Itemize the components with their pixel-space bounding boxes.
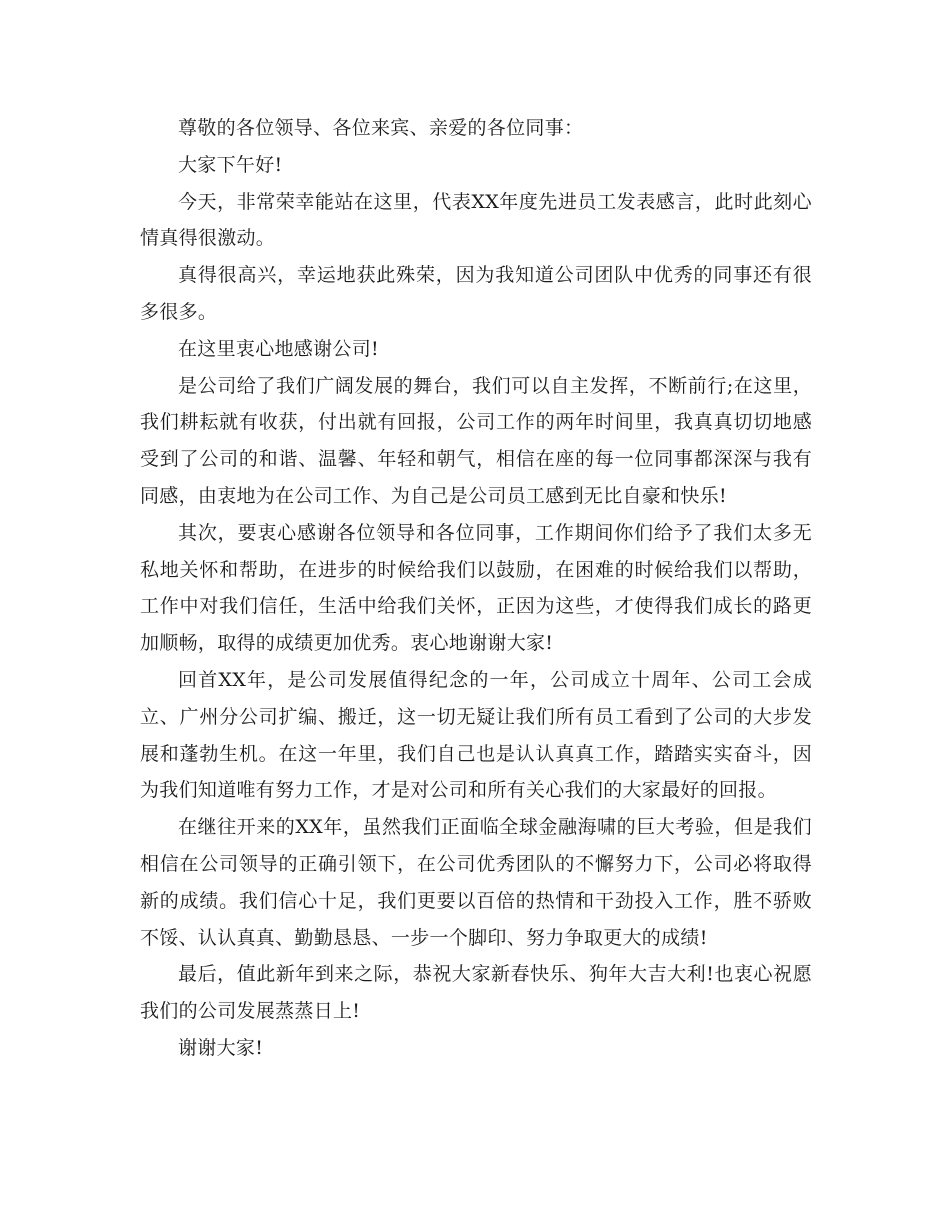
paragraph-thanks-colleagues: 其次，要衷心感谢各位领导和各位同事，工作期间你们给予了我们太多无私地关怀和帮助，在进步的时候给我们以鼓励，在困难的时候给我们以帮助，工作中对我们信任，生活中给我们关怀，正因为这些，才使得我们成长的路更加顺畅，取得的成绩更加优秀。衷心地谢谢大家! [140, 521, 812, 655]
speech-body [140, 110, 812, 1067]
paragraph-review: 回首XX年，是公司发展值得纪念的一年，公司成立十周年、公司工会成立、广州分公司扩编、搬迁，这一切无疑让我们所有员工看到了公司的大步发展和蓬勃生机。在这一年里，我们自己也是认认真真工作，踏踏实实奋斗，因为我们知道唯有努力工作，才是对公司和所有关心我们的大家最好的回报。 [140, 668, 812, 802]
paragraph-outlook: 在继往开来的XX年，虽然我们正面临全球金融海啸的巨大考验，但是我们相信在公司领导的正确引领下，在公司优秀团队的不懈努力下，公司必将取得新的成绩。我们信心十足，我们更要以百倍的热情和干劲投入工作，胜不骄败不馁、认认真真、勤勤恳恳、一步一个脚印、努力争取更大的成绩! [140, 816, 812, 949]
paragraph-intro: 今天，非常荣幸能站在这里，代表XX年度先进员工发表感言，此时此刻心情真得很激动。 [140, 190, 812, 250]
paragraph-wishes: 最后，值此新年到来之际，恭祝大家新春快乐、狗年大吉大利!也衷心祝愿我们的公司发展蒸蒸日上! [140, 963, 812, 1023]
closing: 谢谢大家! [178, 1036, 264, 1059]
salutation: 尊敬的各位领导、各位来宾、亲爱的各位同事： [178, 117, 584, 139]
greeting: 大家下午好! [178, 153, 283, 176]
paragraph-company-stage: 是公司给了我们广阔发展的舞台，我们可以自主发挥，不断前行;在这里，我们耕耘就有收获，付出就有回报，公司工作的两年时间里，我真真切切地感受到了公司的和谐、温馨、年轻和朝气，相信在座的每一位同事都深深与我有同感，由衷地为在公司工作、为自己是公司员工感到无比自豪和快乐! [140, 374, 812, 507]
paragraph-honor: 真得很高兴，幸运地获此殊荣，因为我知道公司团队中优秀的同事还有很多很多。 [140, 264, 812, 323]
paragraph-thanks-company: 在这里衷心地感谢公司! [178, 337, 379, 360]
